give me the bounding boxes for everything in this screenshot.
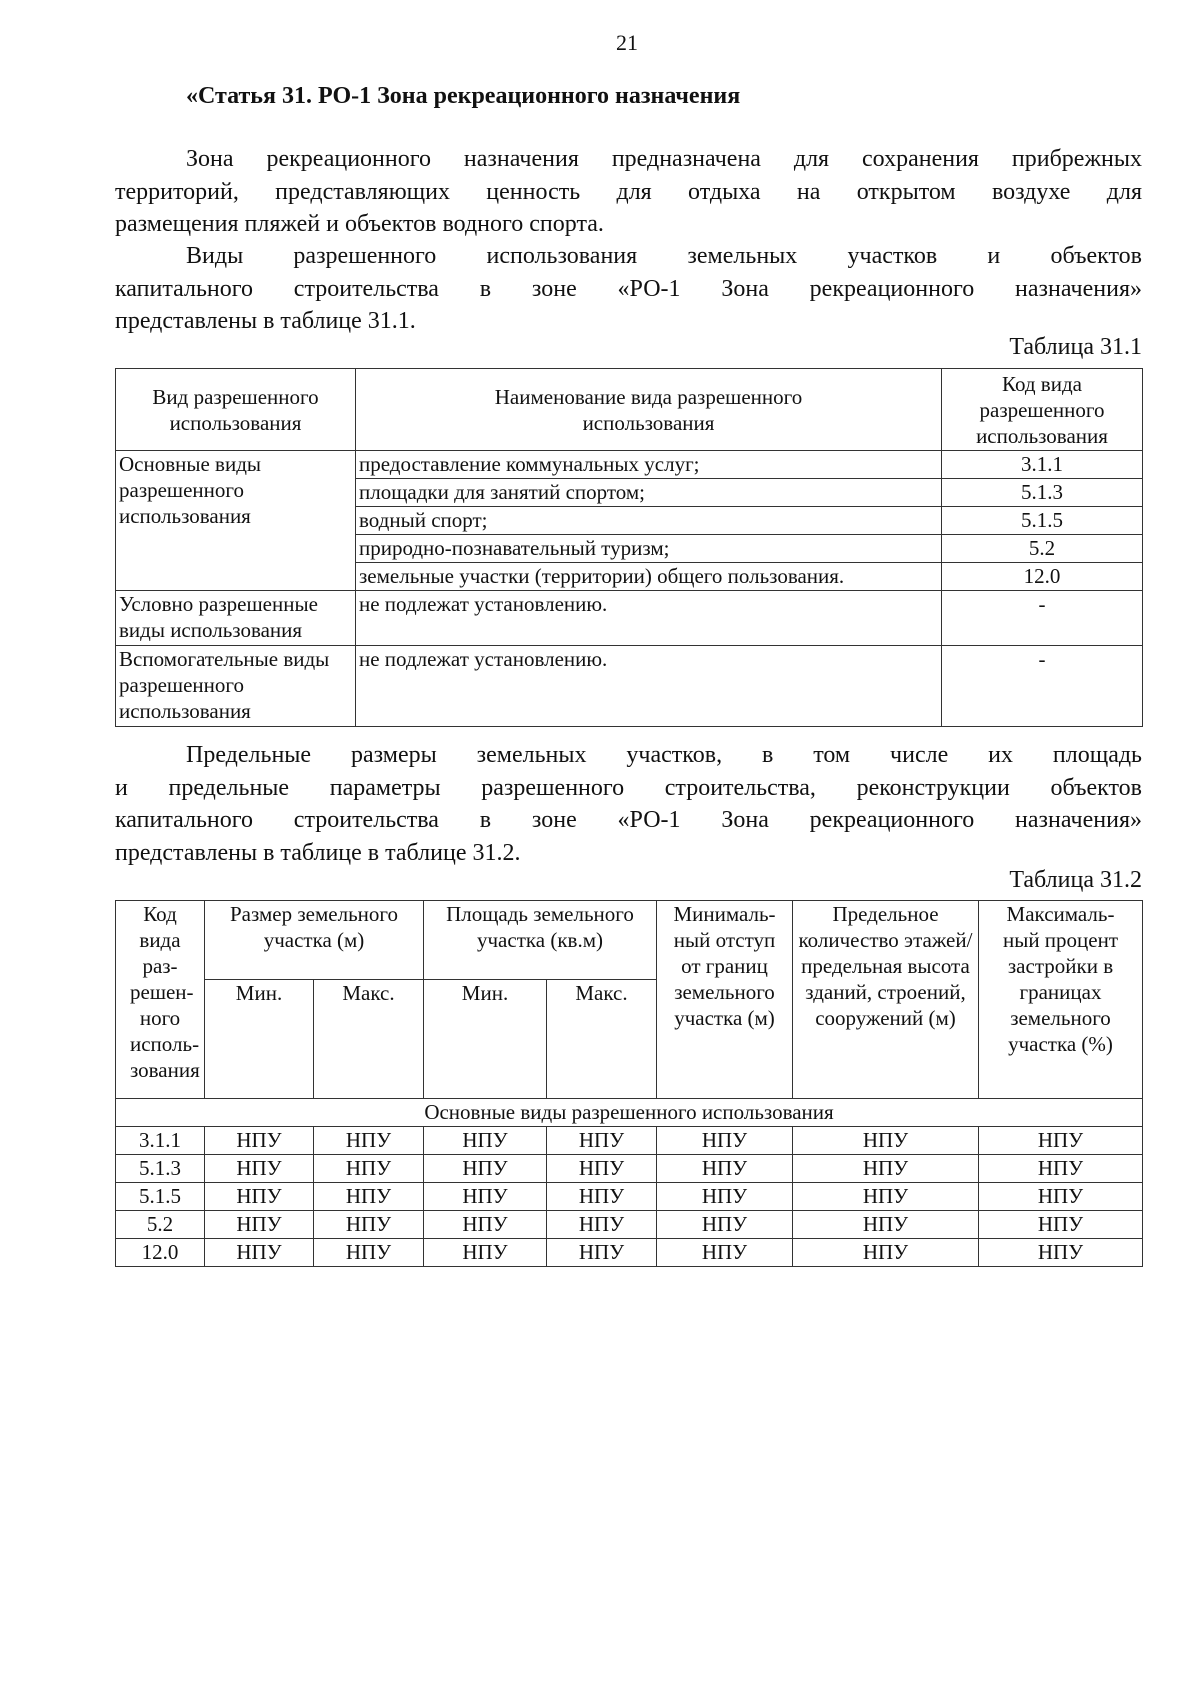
use-name-cell: не подлежат установлению. <box>356 591 942 646</box>
value-cell: НПУ <box>793 1211 979 1239</box>
limit-parameters-table <box>115 900 1143 1267</box>
table-row <box>116 591 1143 646</box>
table-caption: Таблица 31.1 <box>1009 334 1142 360</box>
use-code-cell: 5.2 <box>942 535 1143 563</box>
value-cell: НПУ <box>314 1155 424 1183</box>
value-cell: НПУ <box>424 1239 547 1267</box>
code-cell: 5.1.3 <box>116 1155 205 1183</box>
value-cell: НПУ <box>205 1155 314 1183</box>
use-name-cell: водный спорт; <box>356 507 942 535</box>
header-cell: Наименование вида разрешенного использования <box>356 369 942 451</box>
permitted-uses-table <box>115 368 1143 727</box>
value-cell: НПУ <box>979 1183 1143 1211</box>
value-cell: НПУ <box>205 1211 314 1239</box>
value-cell: НПУ <box>424 1211 547 1239</box>
value-cell: НПУ <box>793 1183 979 1211</box>
text-line: представлены в таблице 31.1. <box>115 308 416 334</box>
table-row <box>116 1211 1143 1239</box>
section-row <box>116 1099 1143 1127</box>
value-cell: НПУ <box>793 1127 979 1155</box>
use-name-cell: предоставление коммунальных услуг; <box>356 451 942 479</box>
table-caption: Таблица 31.2 <box>1009 867 1142 893</box>
value-cell: НПУ <box>547 1239 657 1267</box>
value-cell: НПУ <box>793 1239 979 1267</box>
header-code: Код вида раз- решен- ного исполь- зования <box>116 901 205 1099</box>
value-cell: НПУ <box>314 1239 424 1267</box>
use-name-cell: природно-познавательный туризм; <box>356 535 942 563</box>
value-cell: НПУ <box>979 1155 1143 1183</box>
use-code-cell: 12.0 <box>942 563 1143 591</box>
code-cell: 5.2 <box>116 1211 205 1239</box>
table-row <box>116 1155 1143 1183</box>
text-line: Виды разрешенного использования земельных участков и объектов <box>186 243 1142 269</box>
paragraph-uses <box>115 240 1142 338</box>
header-setback: Минималь- ный отступ от границ земельного участка (м) <box>657 901 793 1099</box>
value-cell: НПУ <box>657 1183 793 1211</box>
value-cell: НПУ <box>314 1127 424 1155</box>
code-cell: 5.1.5 <box>116 1183 205 1211</box>
value-cell: НПУ <box>657 1211 793 1239</box>
value-cell: НПУ <box>657 1155 793 1183</box>
value-cell: НПУ <box>657 1127 793 1155</box>
header-size-max: Макс. <box>314 980 424 1099</box>
use-code-cell: 3.1.1 <box>942 451 1143 479</box>
code-cell: 12.0 <box>116 1239 205 1267</box>
value-cell: НПУ <box>793 1155 979 1183</box>
text-line: Зона рекреационного назначения предназначена для сохранения прибрежных <box>186 146 1142 172</box>
value-cell: НПУ <box>205 1127 314 1155</box>
use-code-cell: - <box>942 591 1143 646</box>
code-cell: 3.1.1 <box>116 1127 205 1155</box>
table-row <box>116 646 1143 727</box>
page-number: 21 <box>616 30 638 55</box>
table-row <box>116 451 1143 479</box>
use-type-cell: Условно разрешенные виды использования <box>116 591 356 646</box>
header-floors: Предельное количество этажей/ предельная высота зданий, строений, сооружений (м) <box>793 901 979 1099</box>
text-line: территорий, представляющих ценность для отдыха на открытом воздухе для <box>115 178 1142 205</box>
table-row <box>116 1239 1143 1267</box>
use-type-cell: Основные виды разрешенного использования <box>116 451 356 591</box>
use-name-cell: площадки для занятий спортом; <box>356 479 942 507</box>
text-line: Предельные размеры земельных участков, в том числе их площадь <box>186 742 1142 768</box>
value-cell: НПУ <box>547 1183 657 1211</box>
text-line: представлены в таблице в таблице 31.2. <box>115 839 521 866</box>
section-title: Основные виды разрешенного использования <box>116 1099 1143 1127</box>
value-cell: НПУ <box>979 1127 1143 1155</box>
value-cell: НПУ <box>979 1239 1143 1267</box>
value-cell: НПУ <box>314 1211 424 1239</box>
text-line: капитального строительства в зоне «РО-1 Зона рекреационного назначения» <box>115 275 1142 302</box>
table-row <box>116 1127 1143 1155</box>
table-header-row <box>116 901 1143 980</box>
text-line: размещения пляжей и объектов водного спорта. <box>115 211 604 237</box>
table-header-row <box>116 369 1143 451</box>
value-cell: НПУ <box>424 1127 547 1155</box>
use-code-cell: 5.1.5 <box>942 507 1143 535</box>
text-line: и предельные параметры разрешенного строительства, реконструкции объектов <box>115 774 1142 801</box>
value-cell: НПУ <box>657 1239 793 1267</box>
value-cell: НПУ <box>205 1183 314 1211</box>
header-cell: Код вида разрешенного использования <box>942 369 1143 451</box>
value-cell: НПУ <box>979 1211 1143 1239</box>
value-cell: НПУ <box>424 1183 547 1211</box>
use-code-cell: 5.1.3 <box>942 479 1143 507</box>
header-cell: Вид разрешенного использования <box>116 369 356 451</box>
header-area-max: Макс. <box>547 980 657 1099</box>
use-type-cell: Вспомогательные виды разрешенного использования <box>116 646 356 727</box>
value-cell: НПУ <box>547 1155 657 1183</box>
value-cell: НПУ <box>547 1127 657 1155</box>
value-cell: НПУ <box>424 1155 547 1183</box>
use-code-cell: - <box>942 646 1143 727</box>
paragraph-limits <box>115 739 1142 869</box>
header-area-min: Мин. <box>424 980 547 1099</box>
paragraph-intro <box>115 143 1142 241</box>
article-title: «Статья 31. РО-1 Зона рекреационного назначения <box>186 83 741 109</box>
value-cell: НПУ <box>314 1183 424 1211</box>
value-cell: НПУ <box>205 1239 314 1267</box>
use-name-cell: не подлежат установлению. <box>356 646 942 727</box>
table-row <box>116 1183 1143 1211</box>
header-size-min: Мин. <box>205 980 314 1099</box>
value-cell: НПУ <box>547 1211 657 1239</box>
header-area: Площадь земельного участка (кв.м) <box>424 901 657 980</box>
header-size: Размер земельного участка (м) <box>205 901 424 980</box>
text-line: капитального строительства в зоне «РО-1 Зона рекреационного назначения» <box>115 807 1142 833</box>
use-name-cell: земельные участки (территории) общего пользования. <box>356 563 942 591</box>
header-percent: Максималь- ный процент застройки в границах земельного участка (%) <box>979 901 1143 1099</box>
